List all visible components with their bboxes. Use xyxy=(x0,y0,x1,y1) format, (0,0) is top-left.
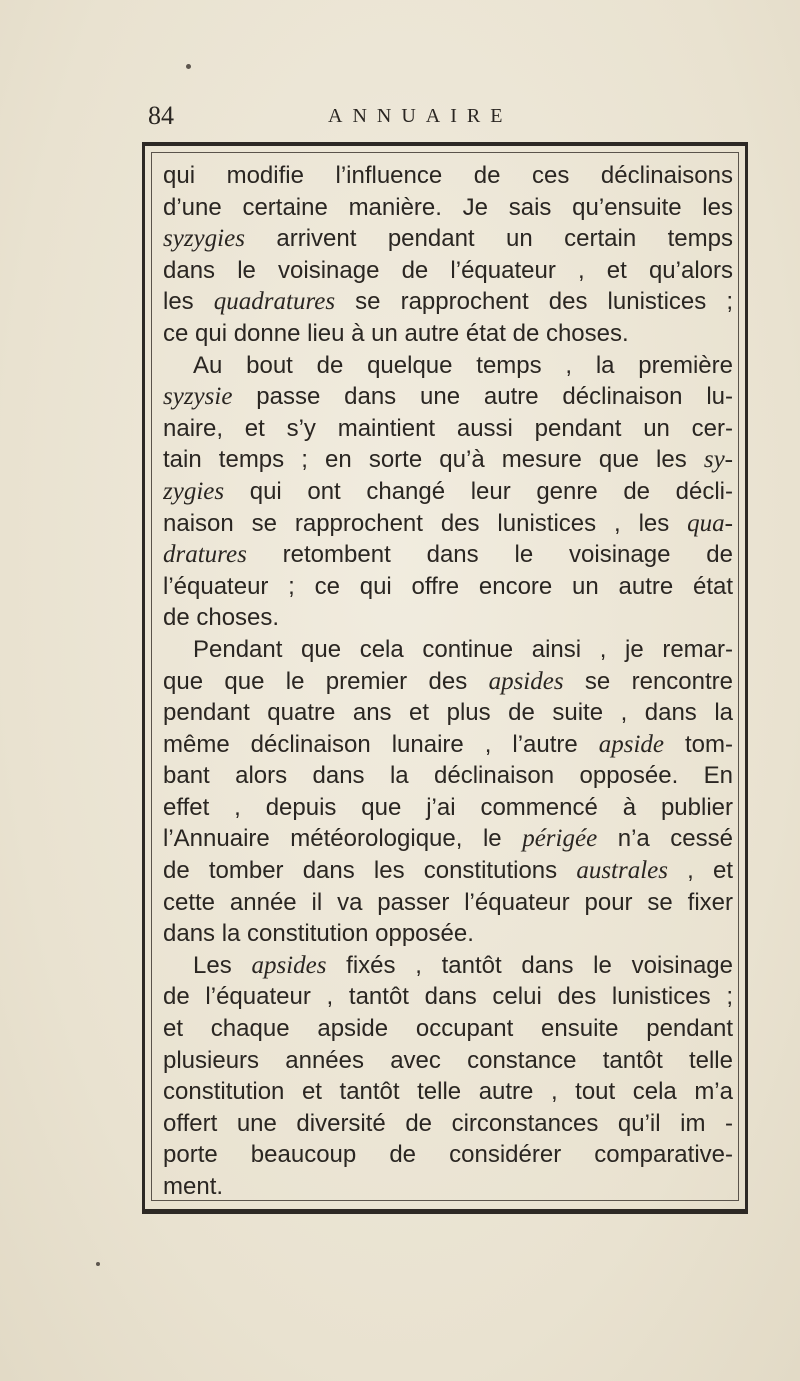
text-line xyxy=(163,1045,733,1077)
text-run: n’a cessé xyxy=(597,825,733,853)
text-line xyxy=(163,887,733,919)
text-run: l’équateur ; ce qui offre encore un autre état xyxy=(163,572,733,600)
text-line xyxy=(163,539,733,571)
text-run: constitution et tantôt telle autre , tout cela m’a xyxy=(163,1078,733,1106)
italic-term: qua- xyxy=(687,509,733,537)
text-run: et chaque apside occupant ensuite pendant xyxy=(163,1015,733,1043)
text-line xyxy=(163,318,733,350)
text-run: les xyxy=(163,288,214,316)
text-run: naison se rapprochent des lunistices , les xyxy=(163,509,688,537)
italic-term: quadratures xyxy=(213,288,336,316)
paper-speck xyxy=(96,1262,100,1266)
text-run: Au bout de quelque temps , la première xyxy=(193,351,733,379)
text-line xyxy=(163,1171,733,1203)
text-line xyxy=(163,792,733,824)
text-run: effet , depuis que j’ai commencé à publier xyxy=(163,793,733,821)
text-run: offert une diversité de circonstances qu’il im - xyxy=(163,1109,733,1137)
text-run: se rencontre xyxy=(563,667,733,695)
page-header xyxy=(148,101,748,137)
text-run: fixés , tantôt dans le voisinage xyxy=(326,951,733,979)
text-run: tom- xyxy=(664,730,733,758)
text-run: de choses. xyxy=(163,604,280,632)
text-run: même déclinaison lunaire , l’autre xyxy=(163,730,599,758)
text-run: Pendant que cela continue ainsi , je remar- xyxy=(193,635,733,663)
text-line xyxy=(163,160,733,192)
italic-term: apside xyxy=(598,730,665,758)
text-run: l’Annuaire météorologique, le xyxy=(163,825,523,853)
text-line xyxy=(163,981,733,1013)
text-run: cette année il va passer l’équateur pour se fixer xyxy=(163,888,733,916)
text-line xyxy=(163,508,733,540)
text-run: qui ont changé leur genre de décli- xyxy=(224,477,733,505)
text-run: plusieurs années avec constance tantôt telle xyxy=(163,1046,733,1074)
italic-term: apsides xyxy=(488,667,564,695)
text-line xyxy=(163,950,733,982)
text-run: tain temps ; en sorte qu’à mesure que les xyxy=(163,446,704,474)
text-line xyxy=(163,444,733,476)
text-line xyxy=(163,697,733,729)
text-line xyxy=(163,918,733,950)
running-title: ANNUAIRE xyxy=(328,105,513,127)
text-run: qui modifie l’influence de ces déclinaisons xyxy=(163,162,733,189)
text-line xyxy=(163,192,733,224)
text-line xyxy=(163,476,733,508)
text-run: , et xyxy=(668,857,733,885)
text-run: Les xyxy=(193,951,252,979)
text-line xyxy=(163,634,733,666)
text-run: dans le voisinage de l’équateur , et qu’alors xyxy=(163,256,733,284)
italic-term: australes xyxy=(576,857,668,885)
text-line xyxy=(163,255,733,287)
text-line xyxy=(163,286,733,318)
text-run: porte beaucoup de considérer comparative- xyxy=(163,1141,733,1169)
text-line xyxy=(163,223,733,255)
text-run: se rapprochent des lunistices ; xyxy=(335,288,733,316)
text-run: naire, et s’y maintient aussi pendant un cer- xyxy=(163,414,733,442)
text-line xyxy=(163,666,733,698)
text-run: passe dans une autre déclinaison lu- xyxy=(232,383,733,411)
text-run: ment. xyxy=(163,1173,224,1200)
text-line xyxy=(163,760,733,792)
text-line xyxy=(163,729,733,761)
text-run: de l’équateur , tantôt dans celui des lunistices ; xyxy=(163,983,733,1011)
text-line xyxy=(163,602,733,634)
text-line xyxy=(163,413,733,445)
text-line xyxy=(163,381,733,413)
italic-term: périgée xyxy=(522,825,598,853)
page-number: 84 xyxy=(148,101,174,130)
text-line xyxy=(163,1076,733,1108)
text-run: dans la constitution opposée. xyxy=(163,920,474,948)
italic-term: sy- xyxy=(703,446,733,474)
text-run: pendant quatre ans et plus de suite , dans la xyxy=(163,699,733,727)
text-run: de tomber dans les constitutions xyxy=(163,857,577,885)
italic-term: dratures xyxy=(163,541,247,569)
text-run: que que le premier des xyxy=(163,667,489,695)
text-run: retombent dans le voisinage de xyxy=(246,541,733,569)
text-run: ce qui donne lieu à un autre état de choses. xyxy=(163,319,629,347)
text-run: d’une certaine manière. Je sais qu’ensuite les xyxy=(163,193,733,221)
text-line xyxy=(163,823,733,855)
italic-term: syzysie xyxy=(163,383,233,411)
paper-speck xyxy=(186,64,191,69)
body-text xyxy=(163,160,733,1203)
italic-term: syzygies xyxy=(163,225,245,253)
italic-term: apsides xyxy=(251,951,327,979)
text-line xyxy=(163,855,733,887)
text-run: bant alors dans la déclinaison opposée. En xyxy=(163,762,733,790)
text-line xyxy=(163,1139,733,1171)
text-line xyxy=(163,1108,733,1140)
text-line xyxy=(163,1013,733,1045)
text-line xyxy=(163,571,733,603)
italic-term: zygies xyxy=(163,477,225,505)
text-run: arrivent pendant un certain temps xyxy=(244,225,733,253)
text-line xyxy=(163,350,733,382)
